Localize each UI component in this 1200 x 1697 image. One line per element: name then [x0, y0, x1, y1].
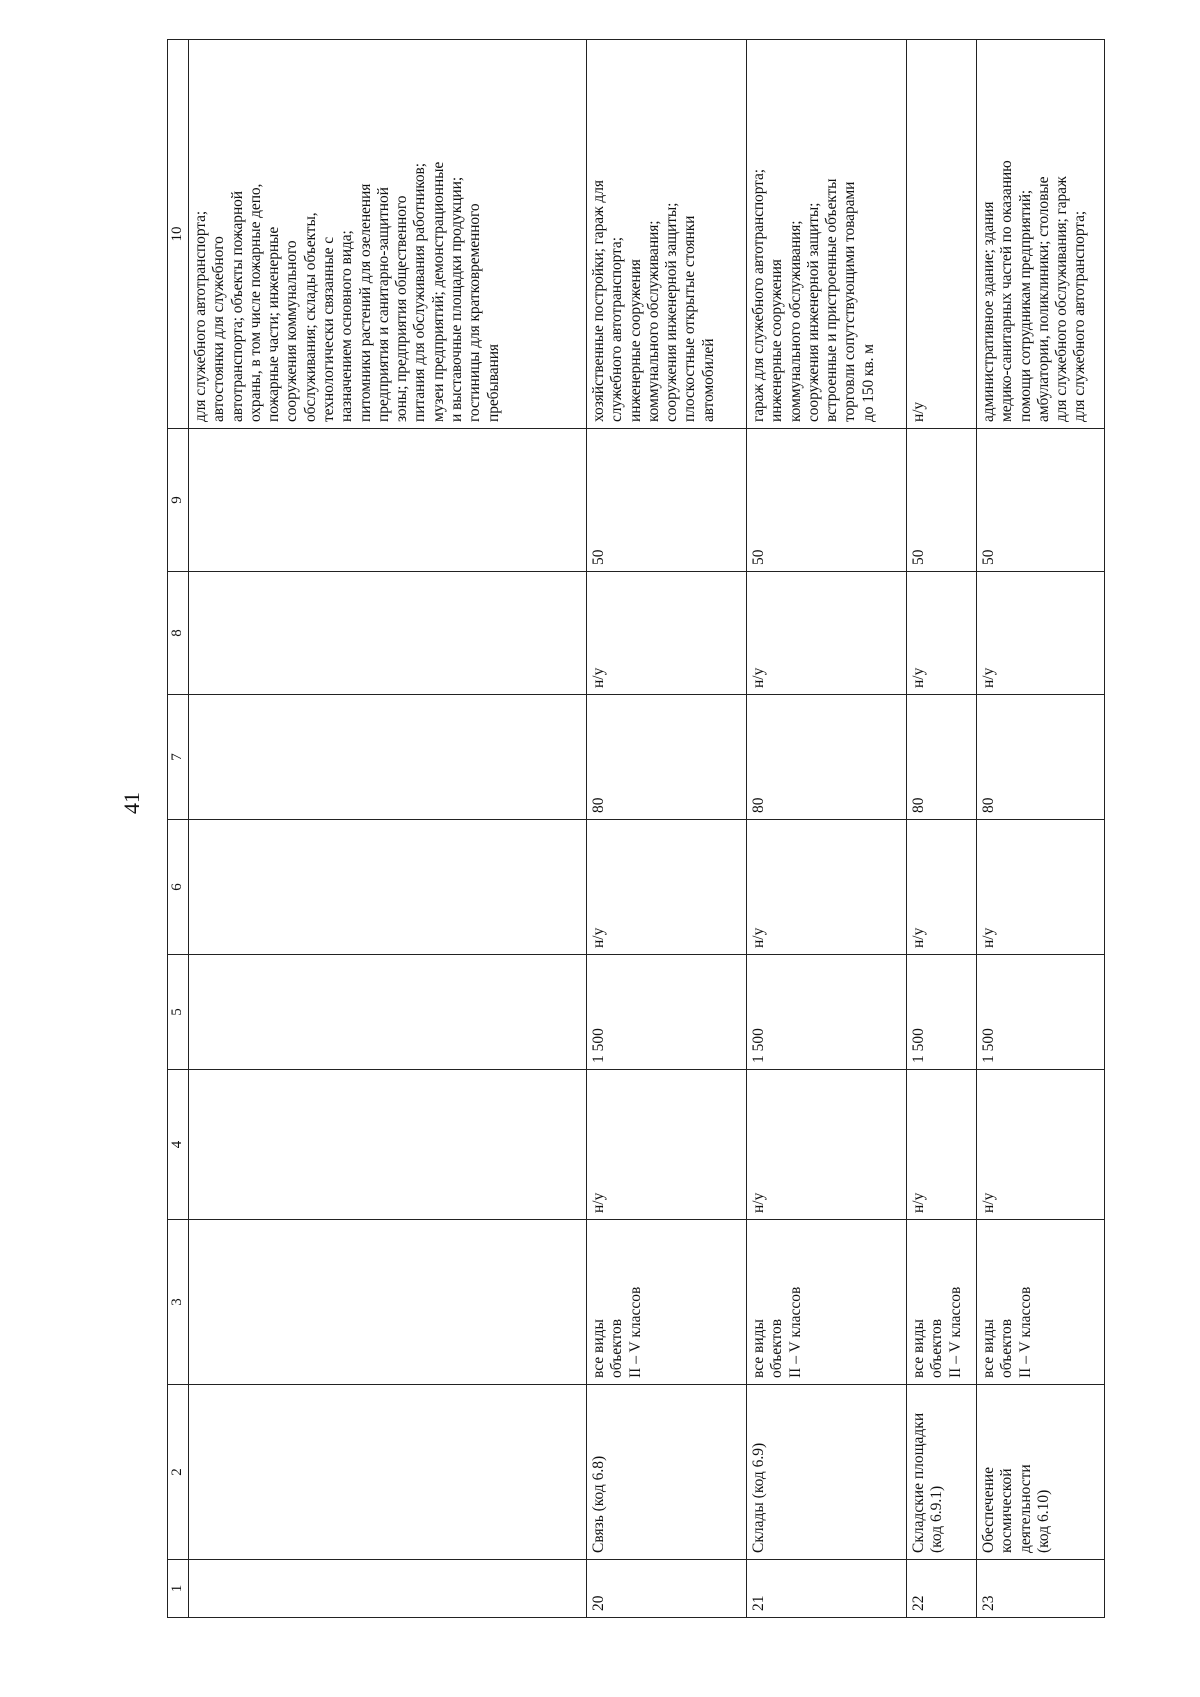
- table-row: [977, 40, 1105, 1618]
- cell-col5: 1 500: [977, 955, 1105, 1070]
- cell-empty: [189, 1070, 587, 1220]
- regulations-table: [167, 39, 1105, 1618]
- cell-col5: 1 500: [907, 955, 977, 1070]
- cell-col8: н/у: [747, 572, 907, 695]
- cell-empty: [189, 955, 587, 1070]
- cell-empty: [189, 1220, 587, 1385]
- cell-accessory-uses: хозяйственные постройки; гараж для служебного автотранспорта; инженерные сооружения коммунального обслуживания; сооружения инженерной защиты; плоскостные открытые стоянки автомобилей: [587, 40, 747, 429]
- cell-col8: н/у: [907, 572, 977, 695]
- cell-col5: 1 500: [747, 955, 907, 1070]
- cell-row-number: 23: [977, 1560, 1105, 1618]
- cell-empty: [189, 820, 587, 955]
- cell-accessory-uses: гараж для служебного автотранспорта; инженерные сооружения коммунального обслуживания; сооружения инженерной защиты; встроенные и пристроенные объекты торговли сопутствующими товарами до 150 кв. м: [747, 40, 907, 429]
- header-col-1: 1: [168, 1560, 189, 1618]
- header-col-10: 10: [168, 40, 189, 429]
- cell-accessory-uses: административное здание; здания медико-санитарных частей по оказанию помощи сотрудникам предприятий; амбулатории, поликлиники; столовые для служебного обслуживания; гараж для служебного автотранспорта;: [977, 40, 1105, 429]
- table-row-continued: [189, 40, 587, 1618]
- table-row: [907, 40, 977, 1618]
- cell-col8: н/у: [587, 572, 747, 695]
- cell-empty: [189, 695, 587, 820]
- cell-col7: 80: [907, 695, 977, 820]
- cell-col5: 1 500: [587, 955, 747, 1070]
- cell-col7: 80: [747, 695, 907, 820]
- cell-use-name: Связь (код 6.8): [587, 1385, 747, 1560]
- cell-col6: н/у: [747, 820, 907, 955]
- cell-col4: н/у: [747, 1070, 907, 1220]
- cell-col7: 80: [977, 695, 1105, 820]
- cell-col8: н/у: [977, 572, 1105, 695]
- header-col-3: 3: [168, 1220, 189, 1385]
- cell-col6: н/у: [587, 820, 747, 955]
- cell-empty: [189, 572, 587, 695]
- cell-col9: 50: [747, 429, 907, 572]
- header-col-4: 4: [168, 1070, 189, 1220]
- header-col-2: 2: [168, 1385, 189, 1560]
- cell-use-name: Складские площадки (код 6.9.1): [907, 1385, 977, 1560]
- cell-col4: н/у: [977, 1070, 1105, 1220]
- header-col-9: 9: [168, 429, 189, 572]
- rotated-table-wrapper: [167, 40, 1105, 1618]
- header-col-5: 5: [168, 955, 189, 1070]
- cell-use-name: Обеспечение космической деятельности (код 6.10): [977, 1385, 1105, 1560]
- cell-col4: н/у: [587, 1070, 747, 1220]
- cell-empty: [189, 1560, 587, 1618]
- cell-row-number: 20: [587, 1560, 747, 1618]
- cell-col6: н/у: [907, 820, 977, 955]
- cell-col6: н/у: [977, 820, 1105, 955]
- cell-col9: 50: [977, 429, 1105, 572]
- header-row: [168, 40, 189, 1618]
- cell-hazard-class: все виды объектов II – V классов: [907, 1220, 977, 1385]
- cell-hazard-class: все виды объектов II – V классов: [977, 1220, 1105, 1385]
- cell-accessory-uses: для служебного автотранспорта; автостоянки для служебного автотранспорта; объекты пожарной охраны, в том числе пожарные депо, пожарные части; инженерные сооружения коммунального обслуживания; склады объекты, технологически связанные с назначением основного вида; питомники растений для озеленения предприятия и санитарно-защитной зоны; предприятия общественного питания для обслуживания работников; музеи предприятий; демонстрационные и выставочные площадки продукции; гостиницы для кратковременного пребывания: [189, 40, 587, 429]
- cell-col4: н/у: [907, 1070, 977, 1220]
- cell-col9: 50: [907, 429, 977, 572]
- cell-hazard-class: все виды объектов II – V классов: [587, 1220, 747, 1385]
- cell-accessory-uses: н/у: [907, 40, 977, 429]
- page-number: 41: [119, 792, 144, 814]
- table-row: [747, 40, 907, 1618]
- table-row: [587, 40, 747, 1618]
- header-col-7: 7: [168, 695, 189, 820]
- cell-empty: [189, 429, 587, 572]
- cell-empty: [189, 1385, 587, 1560]
- header-col-8: 8: [168, 572, 189, 695]
- cell-use-name: Склады (код 6.9): [747, 1385, 907, 1560]
- header-col-6: 6: [168, 820, 189, 955]
- cell-row-number: 22: [907, 1560, 977, 1618]
- cell-col7: 80: [587, 695, 747, 820]
- cell-col9: 50: [587, 429, 747, 572]
- cell-hazard-class: все виды объектов II – V классов: [747, 1220, 907, 1385]
- cell-row-number: 21: [747, 1560, 907, 1618]
